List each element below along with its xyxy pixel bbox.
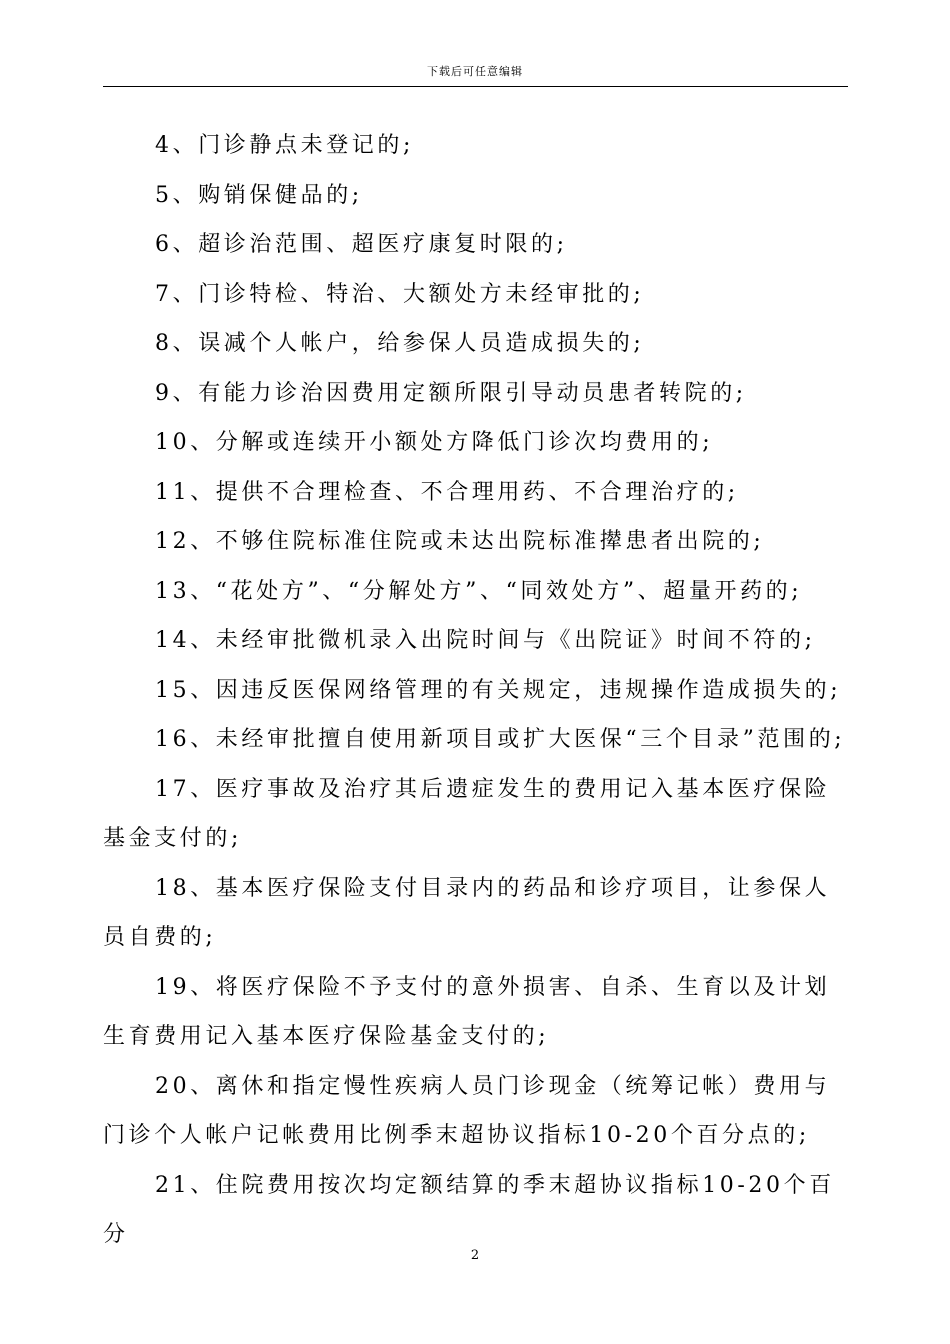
list-item: 14、未经审批微机录入出院时间与《出院证》时间不符的; <box>155 628 816 653</box>
page-header: 下载后可任意编辑 <box>427 65 523 78</box>
list-item: 18、基本医疗保险支付目录内的药品和诊疗项目，让参保人员自费的; <box>103 875 831 950</box>
page-number: 2 <box>470 1248 480 1263</box>
list-item: 11、提供不合理检查、不合理用药、不合理治疗的; <box>155 479 739 505</box>
list-item: 12、不够住院标准住院或未达出院标准撵患者出院的; <box>155 529 765 554</box>
list-item: 19、将医疗保险不予支付的意外损害、自杀、生育以及计划生育费用记入基本医疗保险基金支付的; <box>103 974 831 1049</box>
list-item: 8、误减个人帐户，给参保人员造成损失的; <box>155 331 645 356</box>
list-item: 7、门诊特检、特治、大额处方未经审批的; <box>155 281 645 307</box>
list-item: 16、未经审批擅自使用新项目或扩大医保“三个目录”范围的; <box>155 727 846 752</box>
list-item: 6、超诊治范围、超医疗康复时限的; <box>155 232 568 257</box>
list-item: 10、分解或连续开小额处方降低门诊次均费用的; <box>155 430 714 455</box>
document-body <box>103 121 849 1260</box>
list-item: 5、购销保健品的; <box>155 182 363 208</box>
list-item: 20、离休和指定慢性疾病人员门诊现金（统筹记帐）费用与门诊个人帐户记帐费用比例季末超协议指标10-20个百分点的; <box>103 1073 831 1148</box>
list-item: 21、住院费用按次均定额结算的季末超协议指标10-20个百分 <box>103 1172 835 1247</box>
list-item: 15、因违反医保网络管理的有关规定，违规操作造成损失的; <box>155 677 842 703</box>
header-rule <box>103 86 848 87</box>
list-item: 4、门诊静点未登记的; <box>155 133 415 158</box>
list-item: 13、“花处方”、“分解处方”、“同效处方”、超量开药的; <box>155 578 803 604</box>
list-item: 17、医疗事故及治疗其后遗症发生的费用记入基本医疗保险基金支付的; <box>103 776 831 851</box>
list-item: 9、有能力诊治因费用定额所限引导动员患者转院的; <box>155 380 747 406</box>
